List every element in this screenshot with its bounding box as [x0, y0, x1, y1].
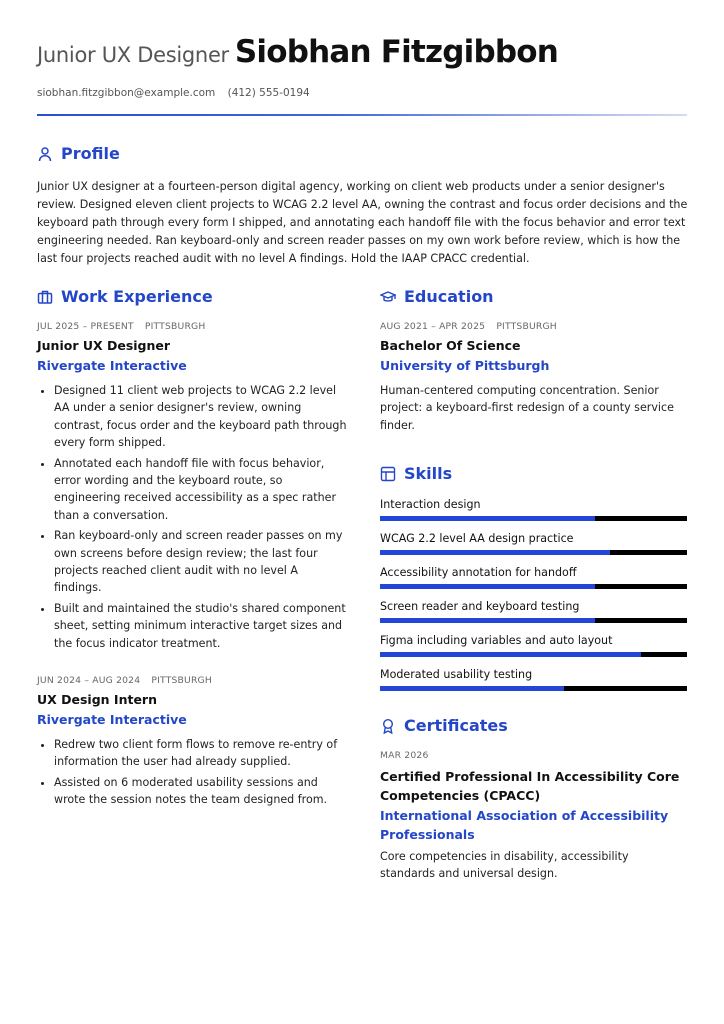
- skill-label: Interaction design: [380, 498, 481, 511]
- skill-item: [380, 498, 687, 521]
- certificate-name: Certified Professional In Accessibility Core Competencies (CPACC): [380, 769, 680, 803]
- skill-level-bar: [380, 686, 687, 691]
- email[interactable]: siobhan.fitzgibbon@example.com: [37, 87, 216, 99]
- list-item: • Ran keyboard-only and screen reader passes on my own screens before design review; the last four projects reached client audit with no level A findings.: [54, 527, 347, 597]
- skill-level-bar: [380, 584, 687, 589]
- skill-item: [380, 634, 687, 657]
- candidate-name: Siobhan Fitzgibbon: [234, 34, 559, 70]
- skill-level-fill: [380, 516, 595, 521]
- job-1-meta: [37, 321, 213, 332]
- job-2-bullets: [37, 736, 347, 812]
- job-1-dates: JUL 2025 – PRESENT: [37, 321, 134, 332]
- skill-label: Figma including variables and auto layout: [380, 634, 613, 647]
- contact-line: [37, 87, 319, 99]
- list-item: • Built and maintained the studio's shared component sheet, setting minimum interactive target sizes and the focus indicator treatment.: [54, 600, 347, 652]
- skills-heading: [380, 464, 452, 483]
- person-icon: [37, 146, 53, 162]
- skill-level-bar: [380, 652, 687, 657]
- resume-header: [37, 34, 687, 99]
- skill-level-bar: [380, 550, 687, 555]
- job-2-location: PITTSBURGH: [151, 675, 212, 686]
- layout-grid-icon: [380, 466, 396, 482]
- job-1-bullets: [37, 382, 347, 655]
- experience-heading-label: Work Experience: [61, 287, 213, 306]
- certificate-date: MAR 2026: [380, 750, 429, 761]
- profile-heading-label: Profile: [61, 144, 120, 163]
- skill-label: Moderated usability testing: [380, 668, 533, 681]
- profile-summary: Junior UX designer at a fourteen-person digital agency, working on client web products under a senior designer's review. Designed eleven client projects to WCAG 2.2 level AA, owning the contrast and focus order decisions and the keyboard path through every form I shipped, and annotating each handoff file with the focus behavior and error text engineering needed. Ran keyboard-only and screen reader passes on my own work before review, which is how the last four projects reached audit with no level A findings. Hold the IAAP CPACC credential.: [37, 180, 688, 265]
- skill-label: Screen reader and keyboard testing: [380, 600, 580, 613]
- experience-heading: [37, 287, 213, 306]
- job-role: Junior UX Designer: [37, 43, 229, 67]
- header-divider: [37, 114, 687, 116]
- skill-item: [380, 668, 687, 691]
- skill-level-fill: [380, 584, 595, 589]
- certificate-issuer: International Association of Accessibility Professionals: [380, 808, 669, 842]
- job-2-title: UX Design Intern: [37, 692, 157, 707]
- graduation-cap-icon: [380, 289, 396, 305]
- job-1-location: PITTSBURGH: [144, 321, 206, 332]
- skill-item: [380, 532, 687, 555]
- award-ribbon-icon: [380, 718, 396, 734]
- degree: Bachelor Of Science: [380, 338, 521, 353]
- certificate-description: Core competencies in disability, accessibility standards and universal design.: [380, 850, 629, 881]
- education-description: Human-centered computing concentration. Senior project: a keyboard-first redesign of a county service finder.: [380, 384, 674, 432]
- education-location: PITTSBURGH: [496, 321, 557, 332]
- skill-item: [380, 566, 687, 589]
- skill-level-bar: [380, 618, 687, 623]
- job-1-title: Junior UX Designer: [37, 338, 171, 353]
- skill-level-bar: [380, 516, 687, 521]
- certificates-heading-label: Certificates: [404, 716, 508, 735]
- job-2-meta: [37, 675, 220, 686]
- certificates-heading: [380, 716, 508, 735]
- skill-level-fill: [380, 618, 595, 623]
- title-line: [37, 34, 687, 70]
- skill-label: WCAG 2.2 level AA design practice: [380, 532, 574, 545]
- education-dates: AUG 2021 – APR 2025: [380, 321, 486, 332]
- phone[interactable]: (412) 555-0194: [227, 87, 310, 99]
- list-item: • Assisted on 6 moderated usability sessions and wrote the session notes the team designed from.: [54, 774, 347, 809]
- job-2-company: Rivergate Interactive: [37, 712, 187, 727]
- skill-label: Accessibility annotation for handoff: [380, 566, 577, 579]
- list-item: • Designed 11 client web projects to WCAG 2.2 level AA under a senior designer's review, owning contrast, focus order and the keyboard path through every form shipped.: [54, 382, 347, 452]
- skill-level-fill: [380, 686, 564, 691]
- skill-item: [380, 600, 687, 623]
- briefcase-icon: [37, 289, 53, 305]
- education-heading-label: Education: [404, 287, 494, 306]
- job-1-company: Rivergate Interactive: [37, 358, 187, 373]
- school: University of Pittsburgh: [380, 358, 550, 373]
- list-item: • Redrew two client form flows to remove re-entry of information the user had already supplied.: [54, 736, 347, 771]
- skills-heading-label: Skills: [404, 464, 453, 483]
- education-meta: [380, 321, 565, 332]
- profile-heading: [37, 144, 120, 163]
- skill-level-fill: [380, 550, 610, 555]
- job-2-dates: JUN 2024 – AUG 2024: [37, 675, 141, 686]
- skill-level-fill: [380, 652, 641, 657]
- list-item: • Annotated each handoff file with focus behavior, error wording and the keyboard route, so engineering received accessibility as a spec rather than a conversation.: [54, 455, 347, 525]
- education-heading: [380, 287, 494, 306]
